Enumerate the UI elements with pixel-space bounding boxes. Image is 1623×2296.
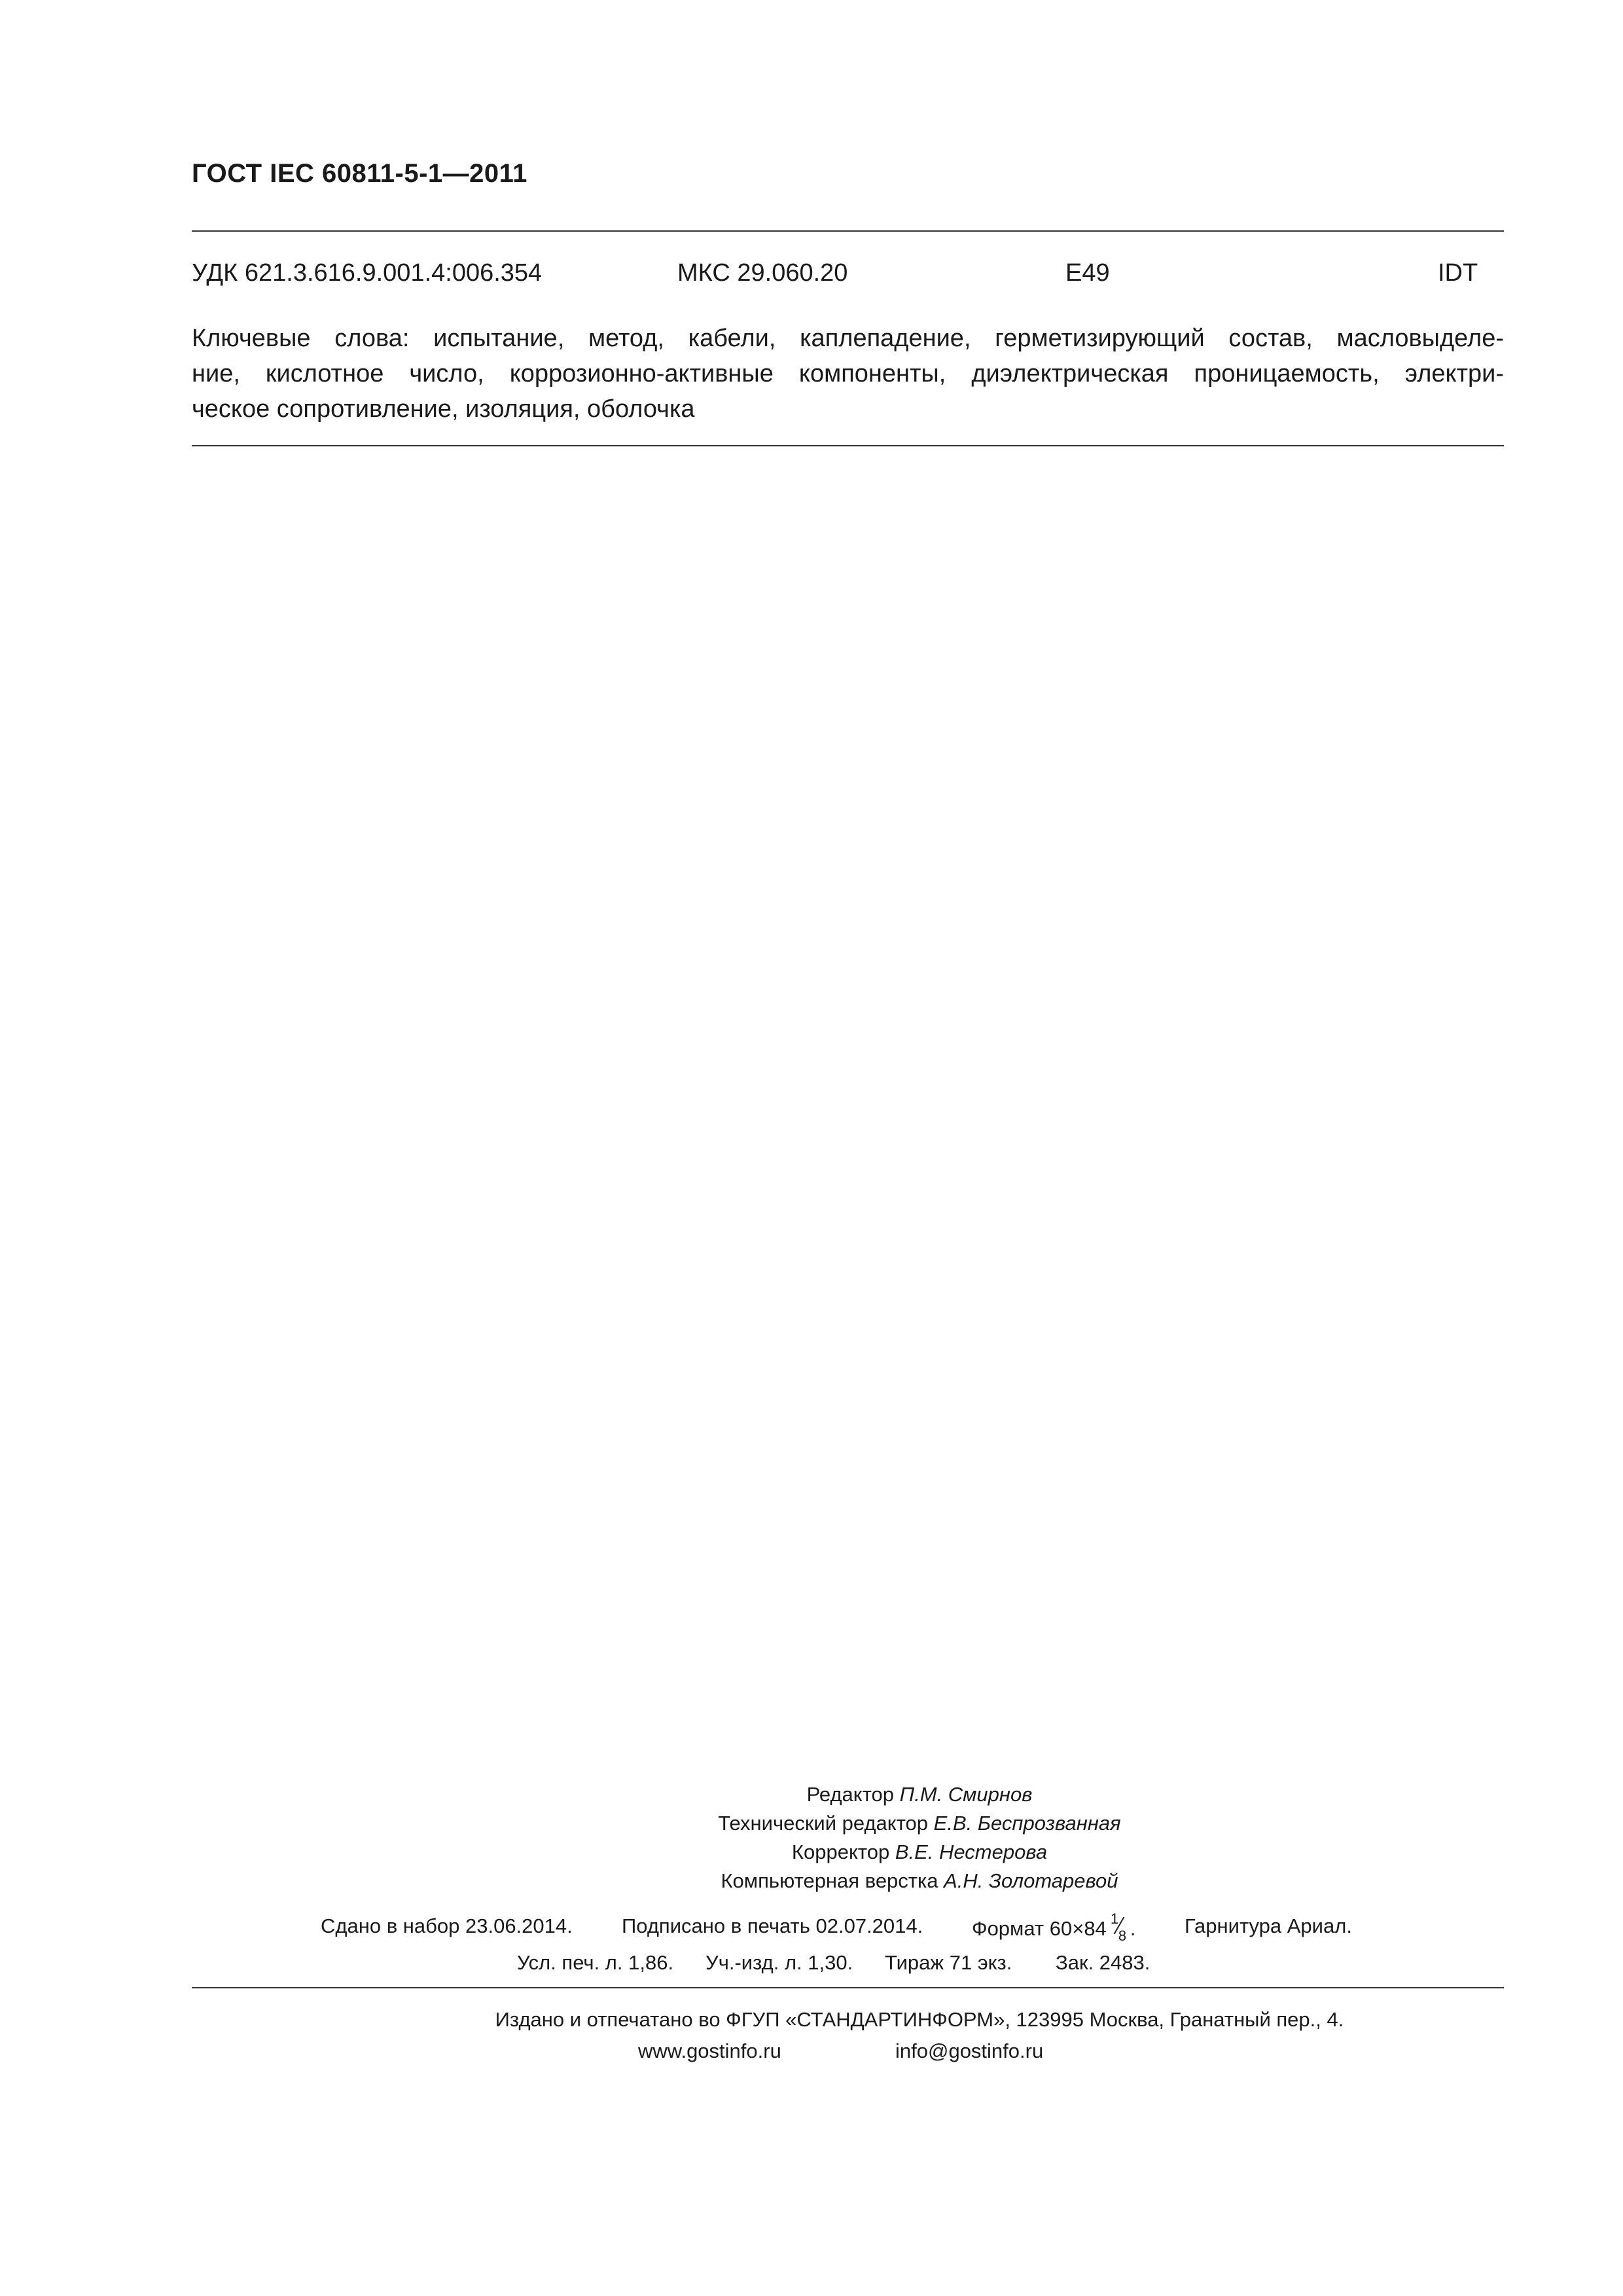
keywords-line: ческое сопротивление, изоляция, оболочка xyxy=(192,395,695,423)
printed-sheets: Усл. печ. л. 1,86. xyxy=(517,1951,674,1974)
submitted-date: Сдано в набор 23.06.2014. xyxy=(321,1914,573,1937)
format-fraction: 1 8 xyxy=(1110,1910,1127,1944)
corrector-name: В.Е. Нестерова xyxy=(895,1840,1048,1863)
signed-date: Подписано в печать 02.07.2014. xyxy=(622,1914,923,1937)
idt-mark: IDT xyxy=(1438,259,1478,287)
email-link[interactable]: info@gostinfo.ru xyxy=(895,2039,1044,2062)
keywords-line: ние, кислотное число, коррозионно-активные компоненты, диэлектрическая проницаемость, электри- xyxy=(192,360,1504,387)
layout-line: Компьютерная верстка А.Н. Золотаревой xyxy=(721,1869,1118,1892)
mks-code: МКС 29.060.20 xyxy=(677,259,848,287)
tech-editor-name: Е.В. Беспрозванная xyxy=(933,1812,1121,1835)
corrector-line: Корректор В.Е. Нестерова xyxy=(791,1840,1048,1863)
group-code: E49 xyxy=(1065,259,1110,287)
publisher-info: Издано и отпечатано во ФГУП «СТАНДАРТИНФОРМ», 123995 Москва, Гранатный пер., 4. xyxy=(495,2008,1344,2031)
udk-code: УДК 621.3.616.9.001.4:006.354 xyxy=(192,259,543,287)
document-designation: ГОСТ IEC 60811-5-1—2011 xyxy=(192,159,527,188)
keywords-line: Ключевые слова: испытание, метод, кабели, каплепадение, герметизирующий состав, масловыделе- xyxy=(192,325,1504,352)
order-number: Зак. 2483. xyxy=(1056,1951,1150,1974)
publisher-divider xyxy=(192,1987,1504,1988)
keywords-divider xyxy=(192,445,1504,446)
top-divider xyxy=(192,230,1504,232)
website-link[interactable]: www.gostinfo.ru xyxy=(638,2039,781,2062)
credits-block xyxy=(0,1780,1623,1895)
publishing-sheets: Уч.-изд. л. 1,30. xyxy=(705,1951,853,1974)
typeface: Гарнитура Ариал. xyxy=(1185,1914,1352,1937)
editor-name: П.М. Смирнов xyxy=(899,1783,1033,1806)
tech-editor-line: Технический редактор Е.В. Беспрозванная xyxy=(718,1812,1121,1835)
print-run: Тираж 71 экз. xyxy=(885,1951,1012,1974)
layout-name: А.Н. Золотаревой xyxy=(944,1869,1118,1892)
editor-line: Редактор П.М. Смирнов xyxy=(806,1783,1033,1806)
paper-format: Формат 60×84 1 8 . xyxy=(972,1910,1136,1944)
keywords-block xyxy=(192,321,1504,427)
